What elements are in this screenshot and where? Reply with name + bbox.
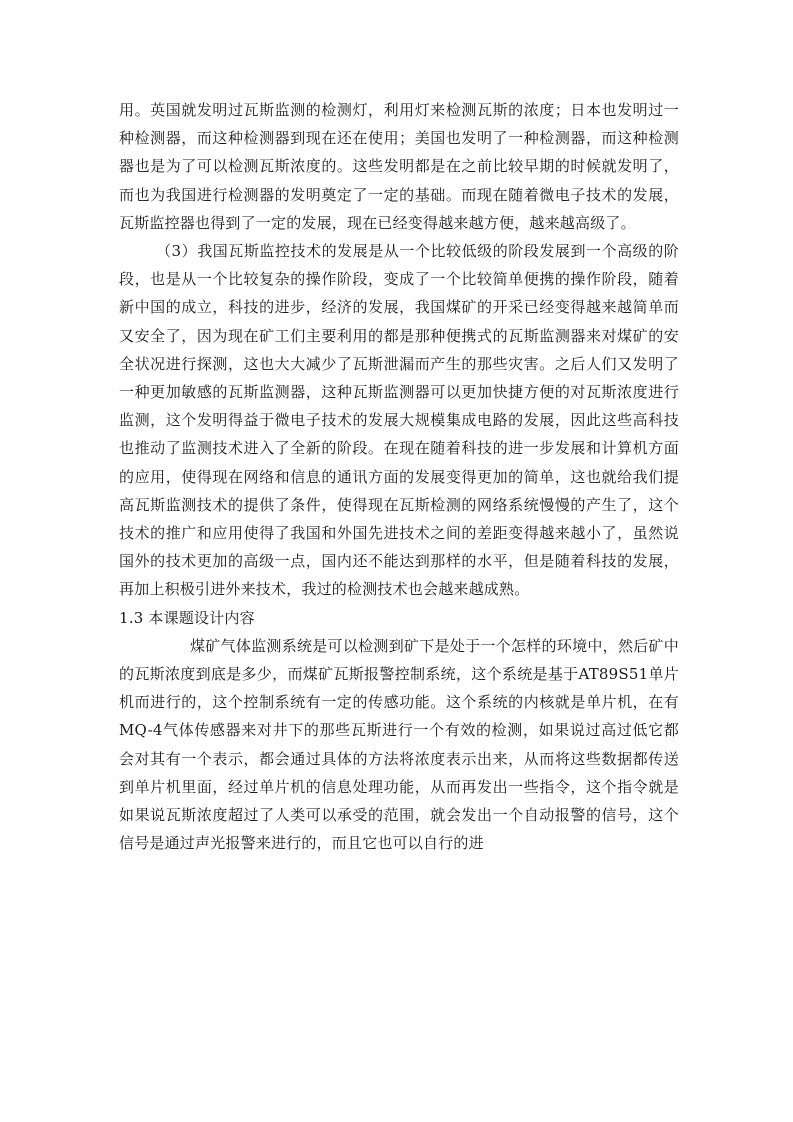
paragraph-continuation: 用。英国就发明过瓦斯监测的检测灯，利用灯来检测瓦斯的浓度；日本也发明过一种检测器，而这种检测器到现在还在使用；美国也发明了一种检测器，而这种检测器也是为了可以检测瓦斯浓度的。这些发明都是在之前比较早期的时候就发明了，而也为我国进行检测器的发明奠定了一定的基础。而现在随着微电子技术的发展，瓦斯监控器也得到了一定的发展，现在已经变得越来越方便，越来越高级了。 <box>119 101 679 232</box>
paragraph-section-intro: 煤矿气体监测系统是可以检测到矿下是处于一个怎样的环境中，然后矿中的瓦斯浓度到底是多少，而煤矿瓦斯报警控制系统，这个系统是基于AT89S51单片机而进行的，这个控制系统有一定的传感功能。这个系统的内核就是单片机，在有MQ-4气体传感器来对井下的那些瓦斯进行一个有效的检测，如果说过高过低它都会对其有一个表示，都会通过具体的方法将浓度表示出来，从而将这些数据都传送到单片机里面，经过单片机的信息处理功能，从而再发出一些指令，这个指令就是如果说瓦斯浓度超过了人类可以承受的范围，就会发出一个自动报警的信号，这个信号是通过声光报警来进行的，而且它也可以自行的进 <box>119 636 679 853</box>
section-heading: 1.3 本课题设计内容 <box>119 608 255 627</box>
document-body <box>119 96 679 857</box>
paragraph-item-3: （3）我国瓦斯监控技术的发展是从一个比较低级的阶段发展到一个高级的阶段，也是从一个比较复杂的操作阶段，变成了一个比较简单便携的操作阶段，随着新中国的成立，科技的进步，经济的发展，我国煤矿的开采已经变得越来越简单而又安全了，因为现在矿工们主要利用的都是那种便携式的瓦斯监测器来对煤矿的安全状况进行探测，这也大大减少了瓦斯泄漏而产生的那些灾害。之后人们又发明了一种更加敏感的瓦斯监测器，这种瓦斯监测器可以更加快捷方便的对瓦斯浓度进行监测，这个发明得益于微电子技术的发展大规模集成电路的发展，因此这些高科技也推动了监测技术进入了全新的阶段。在现在随着科技的进一步发展和计算机方面的应用，使得现在网络和信息的通讯方面的发展变得更加的简单，这也就给我们提高瓦斯监测技术的提供了条件，使得现在瓦斯检测的网络系统慢慢的产生了，这个技术的推广和应用使得了我国和外国先进技术之间的差距变得越来越小了，虽然说国外的技术更加的高级一点，国内还不能达到那样的水平，但是随着科技的发展，再加上积极引进外来技术，我过的检测技术也会越来越成熟。 <box>119 242 679 599</box>
